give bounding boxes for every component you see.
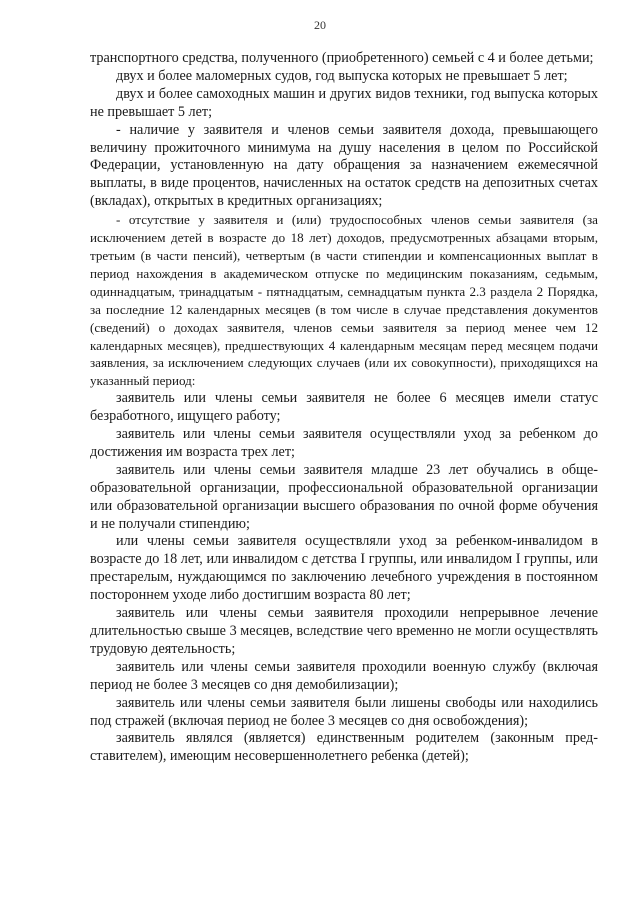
document-body: [90, 50, 598, 766]
paragraph-single-parent: заявитель являлся (является) единственным родителем (законным представителем), имеющим несовершеннолетнего ребенка (детей);: [90, 730, 598, 765]
paragraph-interest-income: - наличие у заявителя и членов семьи заявителя дохода, превышающего величину прожиточного минимума на душу населения в целом по Российской Федерации, установленную на дату обращения за назначением ежемесячной выплаты, в виде процентов, начисленных на остаток средств на депозитных счетах (вкладах), открытых в кредитных организациях;: [90, 121, 598, 210]
paragraph-disabled-care: или члены семьи заявителя осуществляли уход за ребенком-инвалидом в возрасте до 18 лет, или инвалидом с детства I группы, или инвалидом I группы, или престарелым, нуждающимся по заключению лечебного учреждения в постоянном постороннем уходе либо достигшим возраста 80 лет;: [90, 533, 598, 604]
paragraph-self-propelled-machines: двух и более самоходных машин и других видов техники, год выпуска которых не превышает 5 лет;: [90, 85, 598, 120]
paragraph-small-vessels: двух и более маломерных судов, год выпуска которых не превышает 5 лет;: [116, 67, 568, 84]
paragraph-child-care: заявитель или члены семьи заявителя осуществляли уход за ребенком до достижения им возраста трех лет;: [90, 426, 598, 460]
paragraph-imprisonment: заявитель или члены семьи заявителя были лишены свободы или находились под стражей (включая период не более 3 месяцев со дня освобождения);: [90, 694, 598, 729]
paragraph-unemployed-status: заявитель или члены семьи заявителя не более 6 месяцев имели статус безработного, ищущего работу;: [90, 390, 598, 425]
paragraph-full-time-study: заявитель или члены семьи заявителя младше 23 лет обучались в общеобразовательной организации, профессиональной образовательной организации или образовательной организации высшего образования по очной форме обучения и не получали стипендию;: [90, 461, 598, 532]
paragraph-continuous-treatment: заявитель или члены семьи заявителя проходили непрерывное лечение длительностью свыше 3 месяцев, вследствие чего временно не могли осуществлять трудовую деятельность;: [90, 605, 598, 657]
paragraph-military-service: заявитель или члены семьи заявителя проходили военную службу (включая период не более 3 месяцев со дня демобилизации);: [90, 658, 598, 693]
page-number: 20: [314, 18, 326, 32]
paragraph-absence-of-income: - отсутствие у заявителя и (или) трудоспособных членов семьи заявителя (за исключением детей в возрасте до 18 лет) доходов, предусмотренных абзацами вторым, третьим (в части пенсий), четвертым (в части стипендии и компенсационных выплат в период нахождения в академическом отпуске по медицинским показаниям, седьмым, одиннадцатым, тринадцатым - пятнадцатым, семнадцатым пункта 2.3 раздела 2 Порядка, за последние 12 календарных месяцев (в том числе в случае представления документов (сведений) о доходах заявителя, членов семьи заявителя за период менее чем 12 календарных месяцев), предшествующих 4 календарным месяцам перед месяцем подачи заявления, за исключением следующих случаев (или их совокупности), приходящихся на указанный период:: [90, 212, 598, 389]
paragraph-vehicle-continuation: транспортного средства, полученного (приобретенного) семьей с 4 и более детьми;: [90, 50, 594, 66]
